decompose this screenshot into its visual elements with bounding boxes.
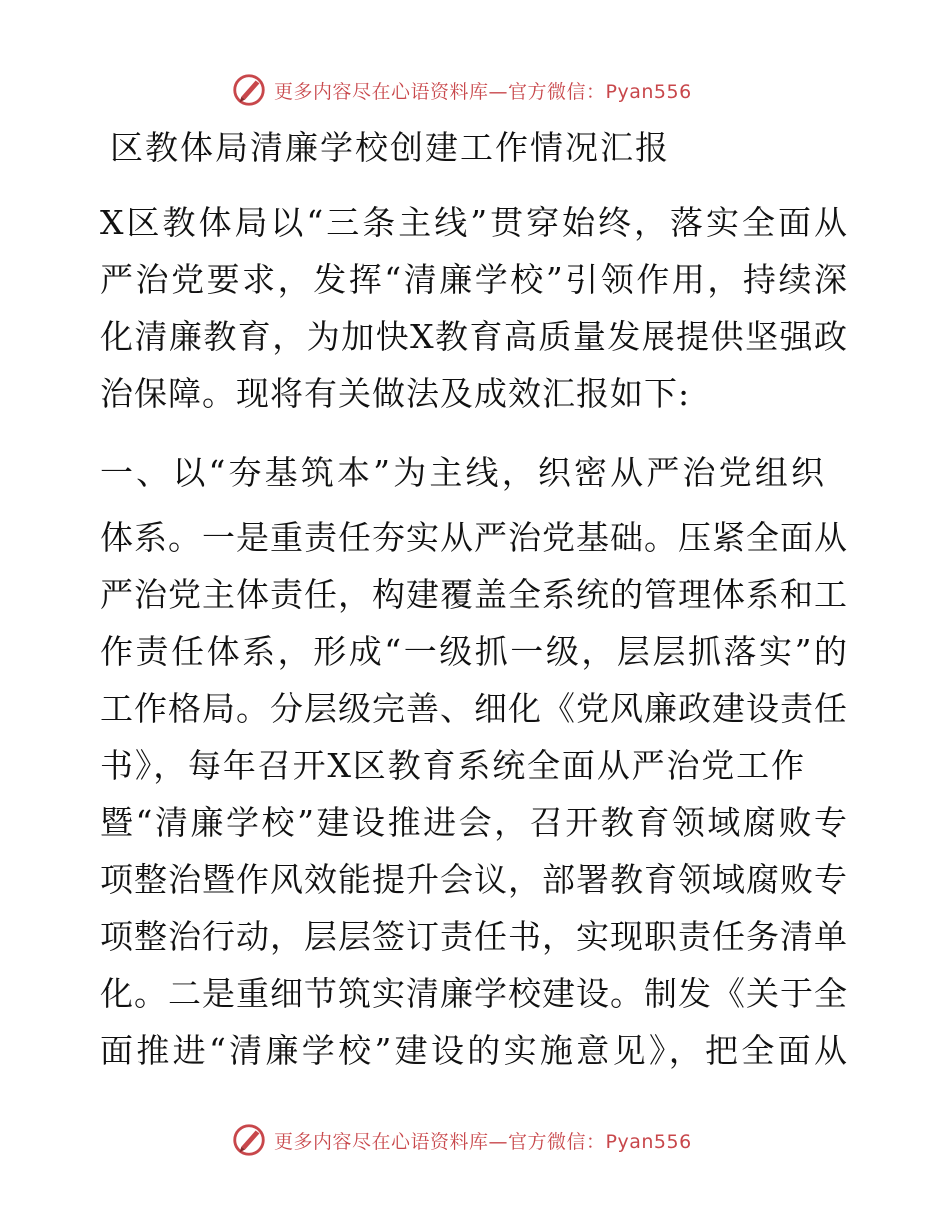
body-line: 体系。一是重责任夯实从严治党基础。压紧全面从 bbox=[100, 518, 848, 557]
body-line: 项整治行动，层层签订责任书，实现职责任务清单 bbox=[100, 917, 848, 956]
body-line: 暨“清廉学校”建设推进会，召开教育领域腐败专 bbox=[100, 803, 848, 842]
body-line: 严治党主体责任，构建覆盖全系统的管理体系和工 bbox=[100, 575, 848, 614]
body-line: 严治党要求，发挥“清廉学校”引领作用，持续深 bbox=[100, 260, 848, 299]
pen-logo-icon bbox=[230, 1121, 268, 1159]
watermark-text: 更多内容尽在心语资料库—官方微信：Pyan556 bbox=[274, 1130, 692, 1153]
header-watermark bbox=[230, 70, 692, 110]
section-heading-line: 一、以“夯基筑本”为主线，织密从严治党组织 bbox=[100, 453, 825, 492]
document-title: 区教体局清廉学校创建工作情况汇报 bbox=[110, 128, 670, 167]
body-line: 工作格局。分层级完善、细化《党风廉政建设责任 bbox=[100, 689, 848, 728]
body-line: 化。二是重细节筑实清廉学校建设。制发《关于全 bbox=[100, 974, 848, 1013]
body-line: 项整治暨作风效能提升会议，部署教育领域腐败专 bbox=[100, 860, 848, 899]
body-line: 书》，每年召开X区教育系统全面从严治党工作 bbox=[100, 746, 805, 785]
pen-logo-icon bbox=[230, 71, 268, 109]
body-line: X区教体局以“三条主线”贯穿始终，落实全面从 bbox=[100, 203, 848, 242]
watermark-text: 更多内容尽在心语资料库—官方微信：Pyan556 bbox=[274, 80, 692, 103]
body-line: 作责任体系，形成“一级抓一级，层层抓落实”的 bbox=[100, 632, 848, 671]
body-line: 化清廉教育，为加快X教育高质量发展提供坚强政 bbox=[100, 317, 848, 356]
body-line: 面推进“清廉学校”建设的实施意见》，把全面从 bbox=[100, 1031, 848, 1070]
footer-watermark bbox=[230, 1120, 692, 1160]
body-line: 治保障。现将有关做法及成效汇报如下: bbox=[100, 374, 691, 413]
